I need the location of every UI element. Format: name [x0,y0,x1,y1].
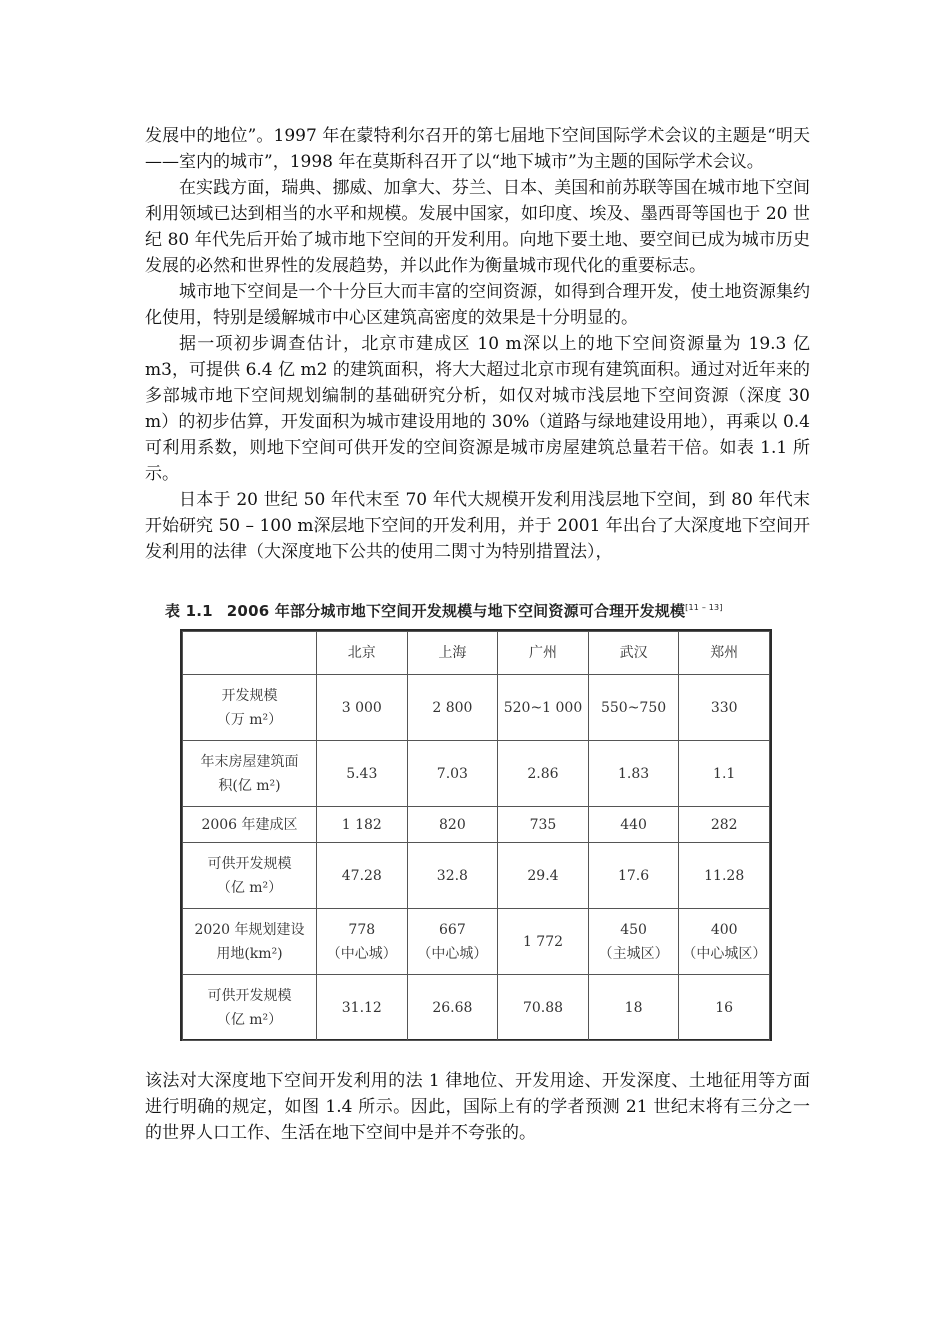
cell-value: 7.03 [436,765,468,782]
table-cell [317,741,408,807]
cell-value: （中心城） [326,945,397,962]
row-label-text: 积(亿 m²) [218,777,281,794]
row-label-text: （亿 m²） [216,879,283,896]
cell-value: 1.83 [617,765,650,782]
cell-value: 1 772 [522,933,564,950]
cell-value: 17.6 [617,867,650,884]
table-cell [407,909,498,975]
cell-value: 2 800 [432,699,473,716]
cell-value: 1.1 [713,765,736,782]
paragraph: 城市地下空间是一个十分巨大而丰富的空间资源，如得到合理开发，使土地资源集约化使用，特别是缓解城市中心区建筑高密度的效果是十分明显的。 [145,282,810,328]
row-label-cell [183,741,317,807]
body-text-bottom [145,1068,810,1146]
table-row [183,975,770,1041]
table-header-row [183,632,770,675]
header-cell: 郑州 [679,632,770,675]
row-label-text: 可供开发规模 [207,987,292,1004]
table-cell [588,909,679,975]
table-row [183,741,770,807]
cell-value: 550~750 [600,699,667,716]
table-cell [588,675,679,741]
row-label-text: 开发规模 [221,687,278,704]
cell-value: 47.28 [341,867,382,884]
cell-value: （主城区） [598,945,669,962]
cell-value: （中心城区） [682,945,767,962]
table-cell [317,843,408,909]
table-caption [165,600,775,621]
row-label-text: 2020 年规划建设 [194,921,305,938]
cell-value: 31.12 [341,999,382,1016]
table-caption-reference: [11 – 13] [685,603,723,612]
paragraph: 发展中的地位”。1997 年在蒙特利尔召开的第七届地下空间国际学术会议的主题是“明天——室内的城市”，1998 年在莫斯科召开了以“地下城市”为主题的国际学术会议。 [145,126,810,172]
row-label-cell [183,843,317,909]
table-cell [407,741,498,807]
row-label-text: 可供开发规模 [207,855,292,872]
header-cell: 广州 [498,632,589,675]
header-cell: 武汉 [588,632,679,675]
table-cell [588,843,679,909]
cell-value: 735 [529,816,557,833]
table-cell [588,741,679,807]
table-row [183,675,770,741]
cell-value: 282 [710,816,738,833]
body-text-top [145,123,810,565]
paragraph: 日本于 20 世纪 50 年代末至 70 年代大规模开发利用浅层地下空间，到 80 年代末开始研究 50 – 100 m深层地下空间的开发利用，并于 2001 年出台了大深度地下空间开发利用的法律（大深度地下公共的使用二関寸为特别措置法）， [145,490,810,562]
table-cell [407,843,498,909]
cell-value: （中心城） [417,945,488,962]
cell-value: 440 [620,816,647,833]
table-cell [317,975,408,1041]
header-cell: 上海 [407,632,498,675]
table-row [183,843,770,909]
table-cell [407,675,498,741]
row-label-text: （万 m²） [216,711,283,728]
table-cell [679,807,770,843]
table-cell [679,975,770,1041]
header-cell [183,632,317,675]
table-cell [498,975,589,1041]
table-cell [498,807,589,843]
header-cell: 北京 [317,632,408,675]
cell-value: 26.68 [432,999,473,1016]
cell-value: 3 000 [341,699,382,716]
table-body [183,675,770,1041]
table-cell [407,807,498,843]
table-cell [317,675,408,741]
paragraph: 该法对大深度地下空间开发利用的法 1 律地位、开发用途、开发深度、土地征用等方面进行明确的规定，如图 1.4 所示。因此，国际上有的学者预测 21 世纪末将有三分之一的世界人口工作、生活在地下空间中是并不夸张的。 [145,1071,810,1143]
data-table-frame [180,629,772,1041]
cell-value: 1 182 [341,816,382,833]
cell-value: 11.28 [704,867,745,884]
table-cell [407,975,498,1041]
cell-value: 450 [620,921,647,938]
table-cell [679,843,770,909]
paragraph: 据一项初步调查估计，北京市建成区 10 m深以上的地下空间资源量为 19.3 亿 m3，可提供 6.4 亿 m2 的建筑面积，将大大超过北京市现有建筑面积。通过对近年来的多部城市地下空间规划编制的基础研究分析，如仅对城市浅层地下空间资源（深度 30 m）的初步估算，开发面积为城市建设用地的 30%（道路与绿地建设用地），再乘以 0.4 可利用系数，则地下空间可供开发的空间资源是城市房屋建筑总量若干倍。如表 1.1 所示。 [145,334,810,484]
row-label-text: 用地(km²) [216,945,283,962]
cell-value: 32.8 [436,867,468,884]
row-label-text: 年末房屋建筑面 [200,753,299,770]
cell-value: 667 [439,921,466,938]
table-caption-label: 表 1.1 [165,602,213,620]
cell-value: 820 [439,816,466,833]
table-row [183,807,770,843]
cell-value: 778 [348,921,376,938]
cell-value: 520~1 000 [503,699,583,716]
table-cell [317,909,408,975]
table-cell [498,843,589,909]
table-cell [317,807,408,843]
cell-value: 5.43 [346,765,378,782]
row-label-text: 2006 年建成区 [201,816,298,833]
data-table [182,631,770,1041]
table-cell [588,975,679,1041]
row-label-cell [183,675,317,741]
cell-value: 70.88 [522,999,564,1016]
table-caption-title: 2006 年部分城市地下空间开发规模与地下空间资源可合理开发规模 [226,602,686,620]
cell-value: 400 [710,921,738,938]
table-cell [498,741,589,807]
table-cell [679,675,770,741]
cell-value: 29.4 [527,867,559,884]
cell-value: 330 [710,699,738,716]
row-label-text: （亿 m²） [216,1011,283,1028]
table-cell [498,909,589,975]
row-label-cell [183,909,317,975]
row-label-cell [183,807,317,843]
cell-value: 18 [624,999,643,1016]
table-row [183,909,770,975]
table-cell [679,909,770,975]
table-cell [679,741,770,807]
paragraph: 在实践方面，瑞典、挪威、加拿大、芬兰、日本、美国和前苏联等国在城市地下空间利用领域已达到相当的水平和规模。发展中国家，如印度、埃及、墨西哥等国也于 20 世纪 80 年代先后开始了城市地下空间的开发利用。向地下要土地、要空间已成为城市历史发展的必然和世界性的发展趋势，并以此作为衡量城市现代化的重要标志。 [145,178,810,276]
table-cell [588,807,679,843]
row-label-cell [183,975,317,1041]
cell-value: 16 [715,999,734,1016]
table-cell [498,675,589,741]
cell-value: 2.86 [527,765,559,782]
